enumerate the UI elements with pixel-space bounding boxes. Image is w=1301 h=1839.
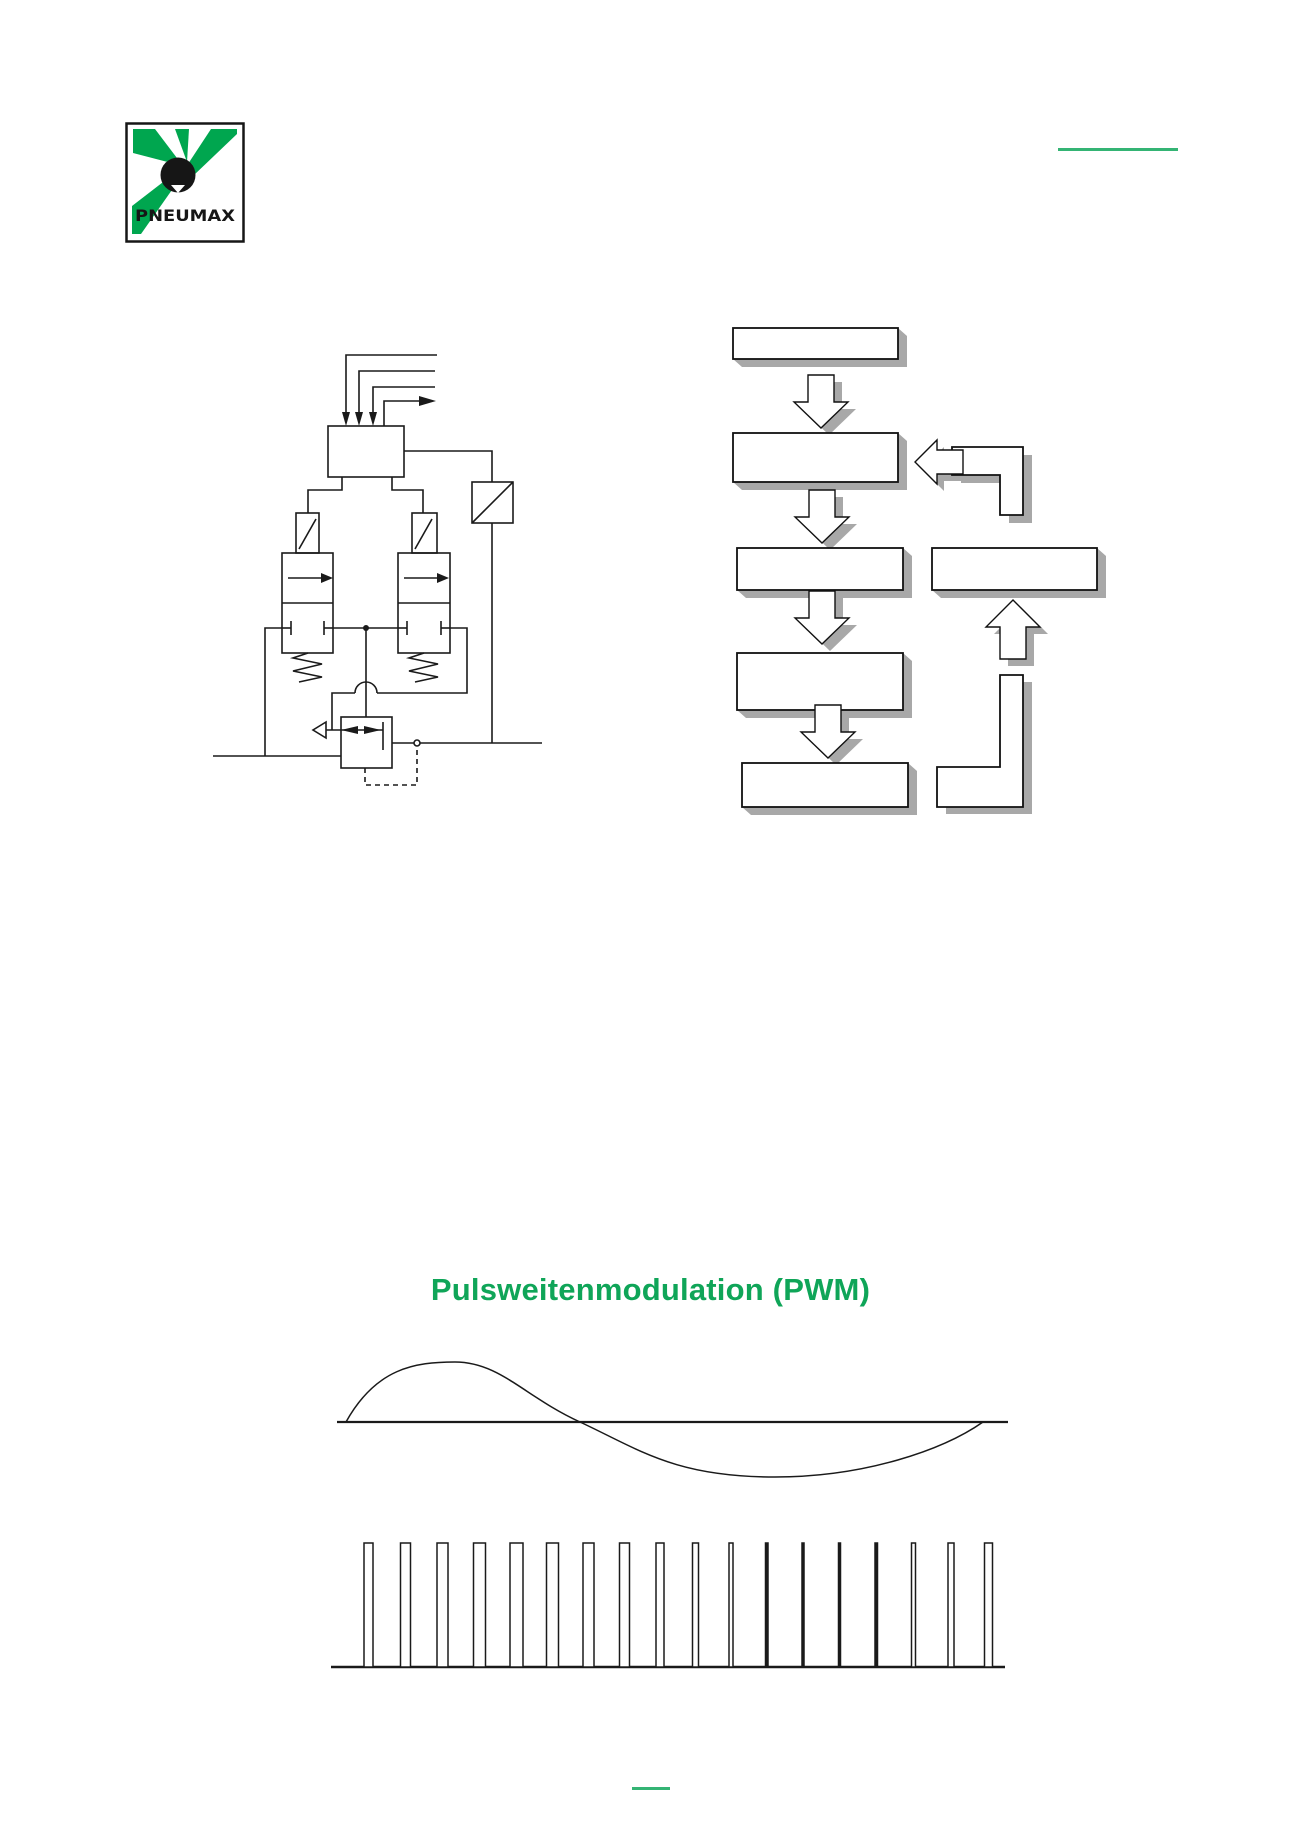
pressure-transducer-symbol bbox=[472, 482, 513, 523]
spring-icon bbox=[293, 653, 322, 682]
pwm-pulse bbox=[839, 1543, 841, 1667]
flow-arrowhead-icon bbox=[437, 573, 449, 583]
down-arrowhead-icon bbox=[369, 412, 377, 426]
exhaust-triangle-icon bbox=[313, 722, 326, 738]
pwm-pulse bbox=[948, 1543, 954, 1667]
flow-box-2 bbox=[733, 433, 898, 482]
flow-arrowhead-icon bbox=[321, 573, 333, 583]
pwm-pulse bbox=[693, 1543, 699, 1667]
pwm-title: Pulsweitenmodulation (PWM) bbox=[430, 1272, 871, 1307]
flow-box-5 bbox=[742, 763, 908, 807]
right-arrowhead-icon bbox=[364, 726, 381, 734]
pilot-dashed-line bbox=[365, 747, 417, 785]
flow-box-4 bbox=[737, 653, 903, 710]
pwm-pulse bbox=[656, 1543, 664, 1667]
pwm-pulse bbox=[401, 1543, 411, 1667]
header-accent-line bbox=[1058, 148, 1178, 151]
pwm-pulse bbox=[620, 1543, 630, 1667]
flow-box-1 bbox=[733, 328, 898, 359]
right-arrowhead-icon bbox=[419, 396, 436, 406]
pwm-pulse bbox=[875, 1543, 878, 1667]
footer-accent-line bbox=[632, 1787, 670, 1790]
flowchart-diagram bbox=[715, 315, 1135, 825]
pwm-pulse bbox=[729, 1543, 733, 1667]
pneumax-logo bbox=[125, 122, 245, 243]
circuit-piping bbox=[213, 625, 467, 756]
pressure-regulator-symbol bbox=[313, 717, 542, 785]
solenoid-valve-left bbox=[282, 513, 333, 682]
down-arrowhead-icon bbox=[342, 412, 350, 426]
pwm-pulse bbox=[766, 1543, 769, 1667]
pwm-pulses bbox=[364, 1543, 993, 1667]
pwm-pulse bbox=[474, 1543, 486, 1667]
pwm-pulse bbox=[364, 1543, 373, 1667]
pwm-pulse bbox=[437, 1543, 448, 1667]
pwm-pulse bbox=[547, 1543, 559, 1667]
pneumax-logo-text: PNEUMAX bbox=[135, 206, 236, 225]
solenoid-coil-icon bbox=[299, 519, 316, 549]
flow-box-3 bbox=[737, 548, 903, 590]
left-arrowhead-icon bbox=[341, 726, 358, 734]
solenoid-coil-icon bbox=[415, 519, 432, 549]
pwm-pulse bbox=[583, 1543, 594, 1667]
pwm-pulse bbox=[802, 1543, 804, 1667]
spring-icon bbox=[409, 653, 438, 682]
pwm-pulse bbox=[985, 1543, 993, 1667]
down-arrowhead-icon bbox=[355, 412, 363, 426]
pilot-port-circle bbox=[414, 740, 420, 746]
signal-output-line bbox=[384, 396, 436, 426]
sine-wave-figure bbox=[300, 1345, 1020, 1495]
signal-input-lines bbox=[342, 355, 437, 426]
feedback-elbow-bottom bbox=[937, 675, 1023, 807]
pwm-pulse bbox=[912, 1543, 916, 1667]
pneumatic-circuit-diagram bbox=[190, 340, 570, 800]
pwm-pulse bbox=[510, 1543, 523, 1667]
solenoid-valve-right bbox=[398, 513, 450, 682]
pwm-pulse-train-figure bbox=[300, 1530, 1020, 1680]
sine-curve bbox=[346, 1362, 983, 1477]
flow-box-feedback bbox=[932, 548, 1097, 590]
controller-box bbox=[328, 426, 404, 477]
